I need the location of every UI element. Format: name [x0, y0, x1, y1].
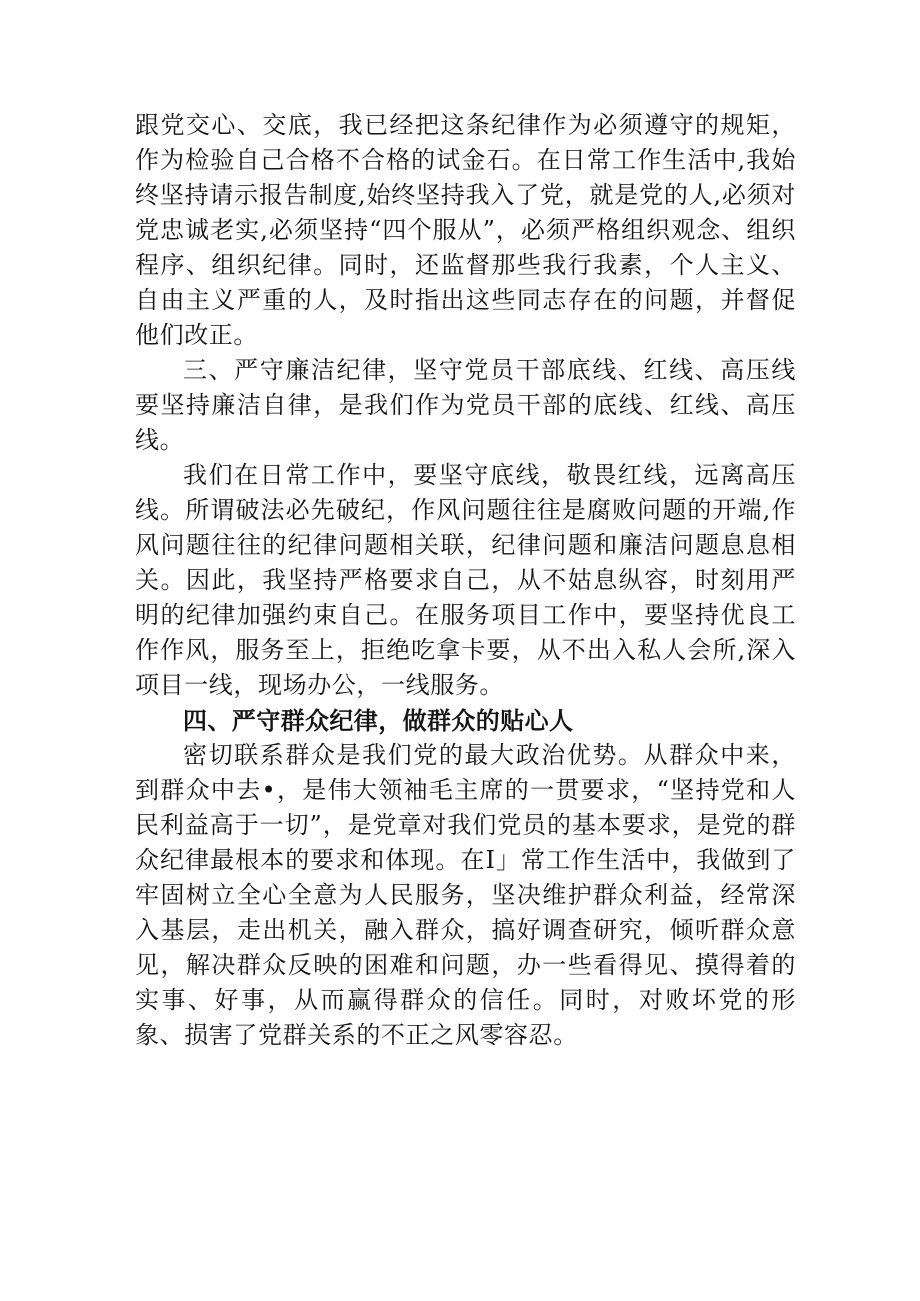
paragraph-section-three-body: 我们在日常工作中，要坚守底线，敬畏红线，远离高压线。所谓破法必先破纪，作风问题往往是腐败问题的开端,作风问题往往的纪律问题相关联，纪律问题和廉洁问题息息相关。因此，我坚持严格要求自己，从不姑息纵容，时刻用严明的纪律加强约束自己。在服务项目工作中，要坚持优良工作作风，服务至上，拒绝吃拿卡要，从不出入私人会所,深入项目一线，现场办公，一线服务。 [135, 461, 796, 699]
paragraph-section-four-body: 密切联系群众是我们党的最大政治优势。从群众中来，到群众中去•，是伟大领袖毛主席的一贯要求，“坚持党和人民利益高于一切”，是党章对我们党员的基本要求，是党的群众纪律最根本的要求和体现。在I」常工作生活中，我做到了牢固树立全心全意为人民服务，坚决维护群众利益，经常深入基层，走出机关，融入群众，搞好调查研究，倾听群众意见，解决群众反映的困难和问题，办一些看得见、摸得着的实事、好事，从而赢得群众的信任。同时，对败坏党的形象、损害了党群关系的不正之风零容忍。 [135, 741, 796, 1049]
section-heading-four: 四、严守群众纪律，做群众的贴心人 [183, 706, 574, 735]
paragraph-section-three: 三、严守廉洁纪律，坚守党员干部底线、红线、高压线要坚持廉洁自律，是我们作为党员干部的底线、红线、高压线。 [135, 356, 796, 454]
paragraph-continuation: 跟党交心、交底，我已经把这条纪律作为必须遵守的规矩，作为检验自己合格不合格的试金石。在日常工作生活中,我始终坚持请示报告制度,始终坚持我入了党，就是党的人,必须对党忠诚老实,必须坚持“四个服从”，必须严格组织观念、组织程序、组织纪律。同时，还监督那些我行我素，个人主义、自由主义严重的人，及时指出这些同志存在的问题，并督促他们改正。 [135, 111, 796, 349]
